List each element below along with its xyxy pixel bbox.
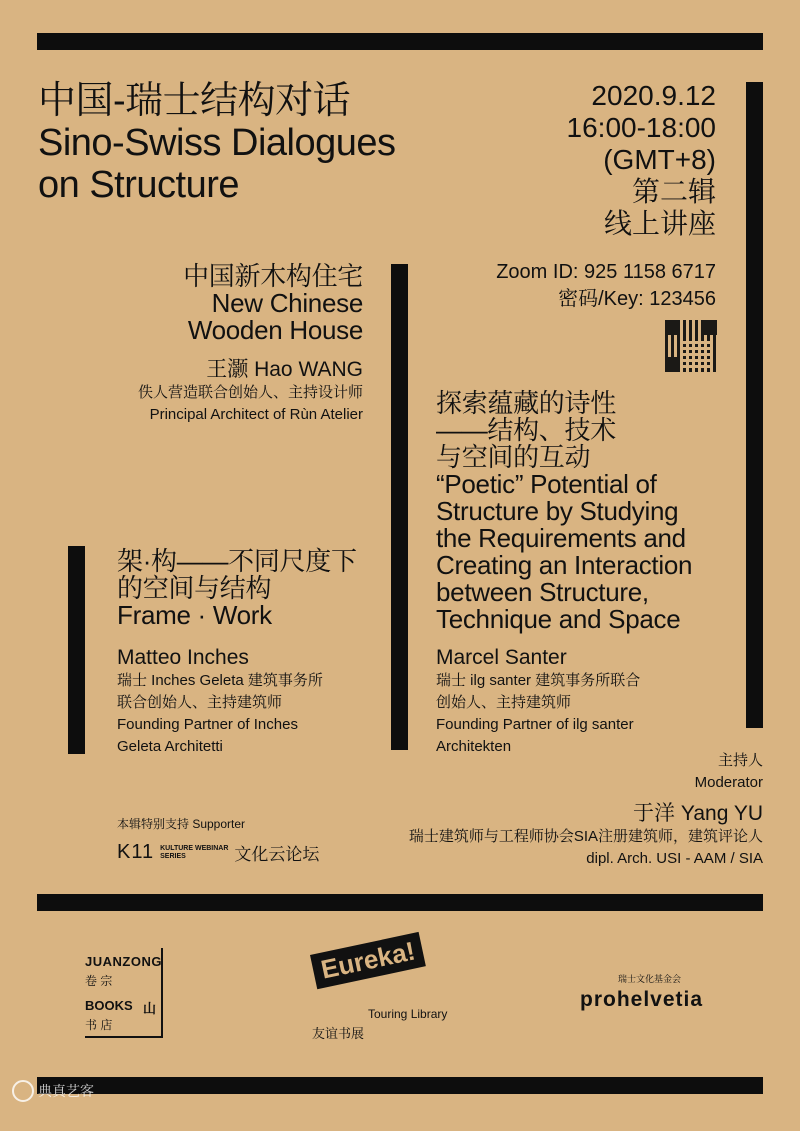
juanzong-text3: BOOKS (85, 998, 133, 1013)
moderator-role-cn: 瑞士建筑师与工程师协会SIA注册建筑师，建筑评论人 (408, 828, 763, 845)
talk3-speaker-block (117, 646, 323, 758)
talk2-speaker-block (436, 646, 640, 758)
k11-sub-1: KULTURE WEBINAR (160, 844, 229, 852)
talk2-title-en5: between Structure, (436, 577, 649, 607)
event-info (567, 80, 716, 240)
bottom-bar (37, 1077, 763, 1094)
juanzong-text4: 书 店 (85, 1018, 113, 1032)
talk2-role-cn2: 创始人、主持建筑师 (436, 694, 572, 711)
talk1-role-cn: 佚人营造联合创始人、主持设计师 (137, 384, 363, 401)
k11-sub-2: SERIES (160, 852, 186, 860)
talk1-title-cn: 中国新木构住宅 (183, 261, 363, 291)
talk1-speaker: 王灏 Hao WANG (206, 358, 363, 381)
talk2-title-en3: the Requirements and (436, 523, 686, 553)
juanzong-text1: JUANZONG (85, 954, 162, 969)
k11-logo[interactable] (117, 840, 319, 865)
page-title (38, 80, 396, 206)
event-time: 16:00-18:00 (566, 112, 716, 143)
event-format: 线上讲座 (603, 208, 716, 239)
moderator-label-cn: 主持人 (717, 752, 763, 769)
talk3-title-cn1: 架·构——不同尺度下 (117, 546, 357, 576)
event-series: 第二辑 (631, 176, 716, 207)
zoom-info (496, 259, 716, 313)
eureka-wordmark: Eureka! (310, 932, 426, 989)
left-vertical-bar (68, 546, 85, 754)
watermark-logo-icon (12, 1080, 34, 1102)
talk1-title-en2: Wooden House (187, 315, 363, 345)
talk3-speaker: Matteo Inches (117, 646, 249, 669)
k11-mark: K11 (117, 841, 155, 863)
talk1-title (183, 263, 363, 344)
watermark-text: 典真艺客 (38, 1083, 94, 1099)
right-vertical-bar (746, 82, 763, 728)
title-en-line2: on Structure (38, 164, 239, 206)
eureka-sub: Touring Library (368, 1007, 448, 1021)
talk2-title-en4: Creating an Interaction (436, 550, 693, 580)
event-timezone: (GMT+8) (603, 144, 716, 175)
talk1-title-en1: New Chinese (211, 288, 363, 318)
talk2-speaker: Marcel Santer (436, 646, 567, 669)
talk1-speaker-block (138, 358, 363, 426)
juanzong-text3b: 山 (143, 1001, 157, 1016)
supporter-label: 本辑特别支持 Supporter (117, 817, 246, 831)
lower-bar (37, 894, 763, 911)
talk2-title-cn1: 探索蕴藏的诗性 (436, 388, 616, 418)
talk3-role-en1: Founding Partner of Inches (117, 716, 298, 733)
talk1-role-en: Principal Architect of Rùn Atelier (149, 406, 363, 423)
talk2-title-en1: “Poetic” Potential of (436, 469, 657, 499)
talk3-role-en2: Geleta Architetti (117, 738, 223, 755)
talk2-title-en6: Technique and Space (436, 604, 681, 634)
juanzong-text2: 卷 宗 (85, 974, 113, 988)
prohelvetia-logo[interactable] (580, 968, 730, 1018)
zoom-id[interactable]: Zoom ID: 925 1158 6717 (496, 261, 716, 283)
talk2-role-cn1: 瑞士 ilg santer 建筑事务所联合 (436, 672, 641, 689)
k11-sub (160, 845, 228, 861)
talk3-title-en: Frame · Work (117, 600, 272, 630)
juanzong-logo[interactable] (85, 948, 165, 1038)
prohelvetia-cn: 瑞士文化基金会 (618, 974, 682, 984)
talk2-title-cn2: ——结构、技术 (436, 415, 616, 445)
talk2-title (436, 390, 692, 633)
moderator-role-en: dipl. Arch. USI - AAM / SIA (586, 850, 763, 867)
event-date: 2020.9.12 (591, 80, 716, 111)
title-en-line1: Sino-Swiss Dialogues (38, 122, 396, 164)
talk2-title-cn3: 与空间的互动 (436, 442, 591, 472)
talk3-role-cn1: 瑞士 Inches Geleta 建筑事务所 (117, 672, 323, 689)
zoom-key: 密码/Key: 123456 (558, 288, 716, 310)
prohelvetia-wordmark: prohelvetia (580, 988, 704, 1011)
moderator-label-en: Moderator (694, 774, 763, 791)
moderator-name: 于洋 Yang YU (633, 802, 763, 825)
top-bar (37, 33, 763, 50)
qr-code-icon[interactable] (665, 320, 717, 372)
middle-vertical-bar (391, 264, 408, 750)
talk3-title-cn2: 的空间与结构 (117, 573, 272, 603)
forum-label: 文化云论坛 (234, 845, 320, 864)
talk2-role-en2: Architekten (436, 738, 512, 755)
eureka-logo[interactable] (310, 935, 450, 1045)
title-cn: 中国-瑞士结构对话 (38, 80, 351, 122)
eureka-cn: 友谊书展 (312, 1026, 365, 1041)
talk3-role-cn2: 联合创始人、主持建筑师 (117, 694, 283, 711)
talk2-role-en1: Founding Partner of ilg santer (436, 716, 634, 733)
watermark (12, 1080, 94, 1102)
moderator-block (409, 750, 763, 870)
talk2-title-en2: Structure by Studying (436, 496, 679, 526)
talk3-title (117, 548, 357, 629)
